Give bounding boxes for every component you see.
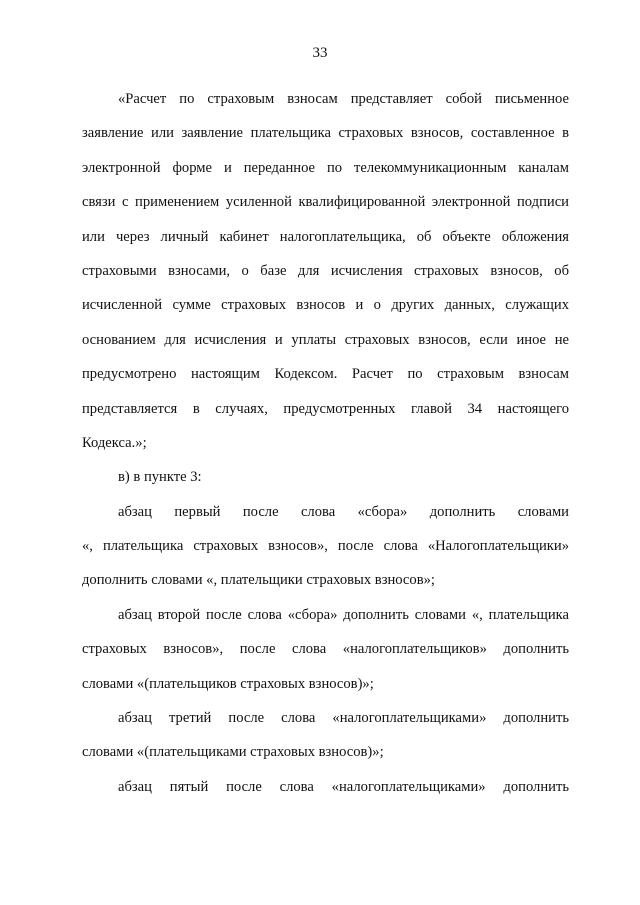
page-number: 33 xyxy=(312,45,328,61)
text-line: абзац пятый после слова «налогоплательщиками» дополнить xyxy=(118,778,569,795)
text-line: заявление или заявление плательщика страховых взносов, составленное в xyxy=(82,125,569,142)
text-line: страховыми взносами, о базе для исчисления страховых взносов, об xyxy=(82,262,569,279)
text-line: электронной форме и переданное по телекоммуникационным каналам xyxy=(82,159,569,176)
text-line: в) в пункте 3: xyxy=(118,469,202,486)
text-line: «, плательщика страховых взносов», после слова «Налогоплательщики» xyxy=(82,538,569,555)
text-line: основанием для исчисления и уплаты страховых взносов, если иное не xyxy=(82,331,569,348)
text-line: «Расчет по страховым взносам представляет собой письменное xyxy=(118,91,569,107)
text-line: абзац первый после слова «сбора» дополнить словами xyxy=(118,503,569,520)
text-line: предусмотрено настоящим Кодексом. Расчет по страховым взносам xyxy=(82,366,569,383)
text-line: Кодекса.»; xyxy=(82,434,147,451)
text-line: словами «(плательщиков страховых взносов)»; xyxy=(82,675,374,692)
text-line: или через личный кабинет налогоплательщика, об объекте обложения xyxy=(82,228,569,245)
text-line: абзац второй после слова «сбора» дополнить словами «, плательщика xyxy=(118,606,569,623)
text-line: представляется в случаях, предусмотренных главой 34 настоящего xyxy=(82,400,569,417)
text-line: словами «(плательщиками страховых взносов)»; xyxy=(82,744,384,761)
document-body xyxy=(82,82,569,804)
text-line: связи с применением усиленной квалифицированной электронной подписи xyxy=(82,194,569,211)
text-line: дополнить словами «, плательщики страховых взносов»; xyxy=(82,572,435,589)
text-line: абзац третий после слова «налогоплательщиками» дополнить xyxy=(118,710,569,727)
text-line: исчисленной сумме страховых взносов и о других данных, служащих xyxy=(82,297,569,314)
text-line: страховых взносов», после слова «налогоплательщиков» дополнить xyxy=(82,641,569,658)
